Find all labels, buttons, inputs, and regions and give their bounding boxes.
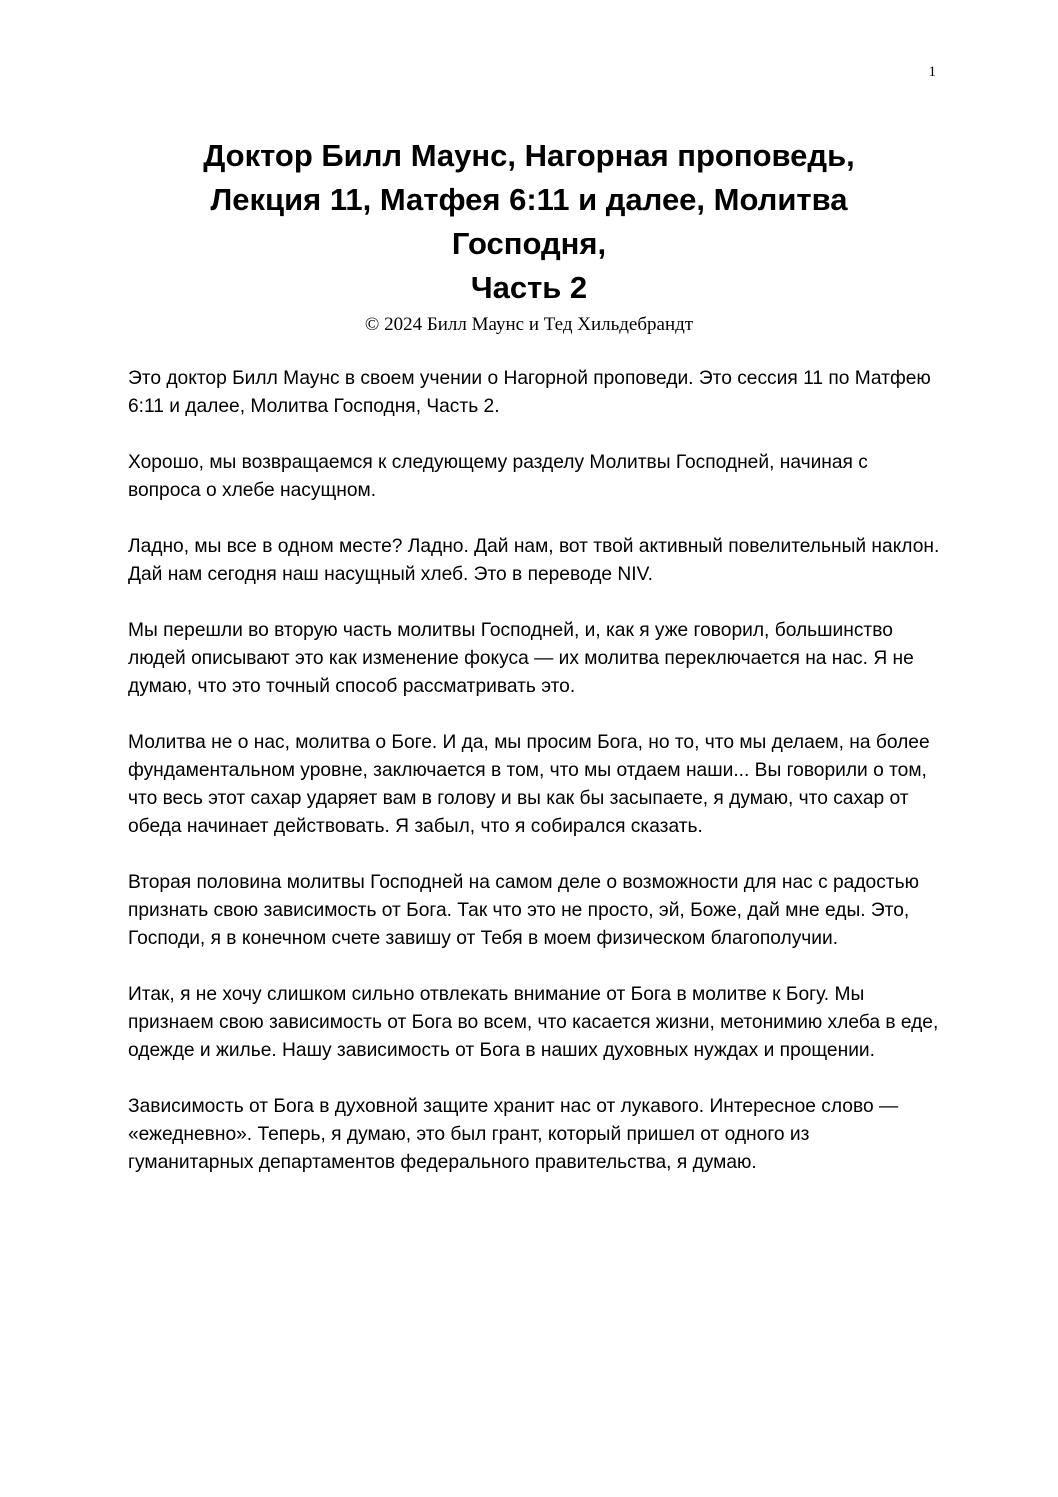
page-number: 1 — [928, 64, 936, 80]
paragraph: Мы перешли во вторую часть молитвы Господней, и, как я уже говорил, большинство людей описывают это как изменение фокуса — их молитва переключается на нас. Я не думаю, что это точный способ рассматривать это. — [128, 620, 914, 697]
title-line: Часть 2 — [470, 270, 588, 305]
paragraph: Итак, я не хочу слишком сильно отвлекать внимание от Бога в молитве к Богу. Мы признаем свою зависимость от Бога во всем, что касается жизни, метонимию хлеба в еде, одежде и жилье. Нашу зависимость от Бога в наших духовных нуждах и прощении. — [128, 984, 939, 1061]
paragraph: Молитва не о нас, молитва о Боге. И да, мы просим Бога, но то, что мы делаем, на более фундаментальном уровне, заключается в том, что мы отдаем наши... Вы говорили о том, что весь этот сахар ударяет вам в голову и вы как бы засыпаете, я думаю, что сахар от обеда начинает действовать. Я забыл, что я собирался сказать. — [128, 732, 930, 837]
title-line: Господня, — [451, 226, 607, 261]
paragraph: Это доктор Билл Маунс в своем учении о Нагорной проповеди. Это сессия 11 по Матфею 6:11 и далее, Молитва Господня, Часть 2. — [128, 368, 931, 417]
page-title — [120, 134, 938, 310]
paragraph: Зависимость от Бога в духовной защите хранит нас от лукавого. Интересное слово — «ежедневно». Теперь, я думаю, это был грант, который пришел от одного из гуманитарных департаментов федерального правительства, я думаю. — [128, 1096, 899, 1173]
paragraph: Ладно, мы все в одном месте? Ладно. Дай нам, вот твой активный повелительный наклон. Дай нам сегодня наш насущный хлеб. Это в переводе NIV. — [128, 536, 940, 585]
title-line: Лекция 11, Матфея 6:11 и далее, Молитва — [210, 182, 848, 217]
document-body — [128, 365, 940, 1205]
paragraph: Хорошо, мы возвращаемся к следующему разделу Молитвы Господней, начиная с вопроса о хлебе насущном. — [128, 452, 868, 501]
title-line: Доктор Билл Маунс, Нагорная проповедь, — [203, 138, 855, 173]
copyright-notice: © 2024 Билл Маунс и Тед Хильдебрандт — [364, 314, 694, 335]
paragraph: Вторая половина молитвы Господней на самом деле о возможности для нас с радостью признать свою зависимость от Бога. Так что это не просто, эй, Боже, дай мне еды. Это, Господи, я в конечном счете завишу от Тебя в моем физическом благополучии. — [128, 872, 919, 949]
